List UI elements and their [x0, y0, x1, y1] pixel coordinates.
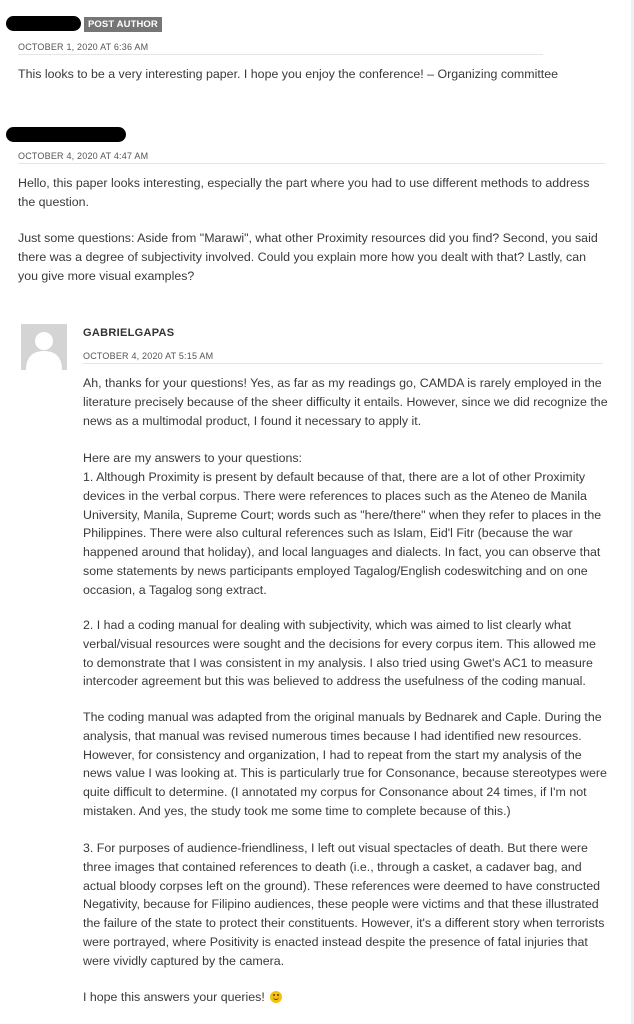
reply-text: Ah, thanks for your questions! Yes, as far as my readings go, CAMDA is rarely employed in the literature precisely because of the sheer difficulty it entails. However, since we did recognize the news as a multimodal product, I found it necessary to apply it. — [83, 376, 608, 428]
smiley-icon — [270, 991, 282, 1003]
divider — [18, 163, 605, 164]
comment-text: This looks to be a very interesting paper. I hope you enjoy the conference! – Organizing committee — [18, 67, 558, 81]
avatar — [21, 324, 67, 370]
comment-text: Hello, this paper looks interesting, especially the part where you had to use different methods to address the question. — [18, 176, 590, 209]
reply-text: Here are my answers to your questions: — [83, 451, 302, 465]
comment-author-name: GABRIELGAPAS — [83, 327, 175, 339]
divider — [18, 54, 543, 55]
comment-date-link[interactable]: OCTOBER 4, 2020 AT 4:47 AM — [18, 151, 149, 161]
redacted-author-name — [6, 127, 126, 142]
reply-closing-text: I hope this answers your queries! — [83, 990, 265, 1004]
comment-text: Just some questions: Aside from "Marawi", what other Proximity resources did you find? Second, you said there was a degree of subjectivity involved. Could you explain more how you dealt with that? Lastly, can you give more visual examples? — [18, 231, 598, 283]
divider — [83, 363, 603, 364]
reply-text — [83, 988, 608, 1007]
default-avatar-icon — [21, 324, 67, 370]
comment-date-link[interactable]: OCTOBER 1, 2020 AT 6:36 AM — [18, 42, 149, 52]
redacted-author-name — [6, 16, 81, 31]
reply-text: 3. For purposes of audience-friendliness, I left out visual spectacles of death. But there were three images that contained references to death (i.e., through a casket, a cadaver bag, and actual bloody corpses left on the ground). These references were deemed to have constructed Negativity, because for Filipino audiences, these people were victims and that these illustrated the failure of the state to protect their constituents. However, it's a different story when terrorists were portrayed, where Positivity is enacted instead despite the presence of fatal injuries that were vividly captured by the camera. — [83, 841, 605, 968]
post-author-badge: POST AUTHOR — [84, 17, 162, 32]
reply-text: 1. Although Proximity is present by default because of that, there are a lot of other Proximity devices in the verbal corpus. There were references to places such as the Ateneo de Manila University, Manila, Supreme Court; words such as "here/there" when they refer to places in the Philippines. There were also cultural references such as Islam, Eid'l Fitr (because the war happened around that holiday), and local languages and dialects. In fact, you can observe that some statements by news participants employed Tagalog/English codeswitching and on one occasion, a Tagalog song extract. — [83, 470, 602, 597]
reply-text: The coding manual was adapted from the original manuals by Bednarek and Caple. During the analysis, that manual was revised numerous times because I had identified new resources. However, for consistency and organization, I had to repeat from the start my analysis of the news value I was looking at. This is particularly true for Consonance, because stereotypes were quite difficult to determine. (I annotated my corpus for Consonance about 24 times, if I'm not mistaken. And yes, the study took me some time to complete because of this.) — [83, 710, 607, 818]
comment-date-link[interactable]: OCTOBER 4, 2020 AT 5:15 AM — [83, 351, 214, 361]
reply-text: 2. I had a coding manual for dealing with subjectivity, which was aimed to list clearly what verbal/visual resources were sought and the decisions for every corpus item. This allowed me to demonstrate that I was consistent in my analysis. I also tried using Gwet's AC1 to measure intercoder agreement but this was believed to address the usefulness of the coding manual. — [83, 618, 596, 689]
